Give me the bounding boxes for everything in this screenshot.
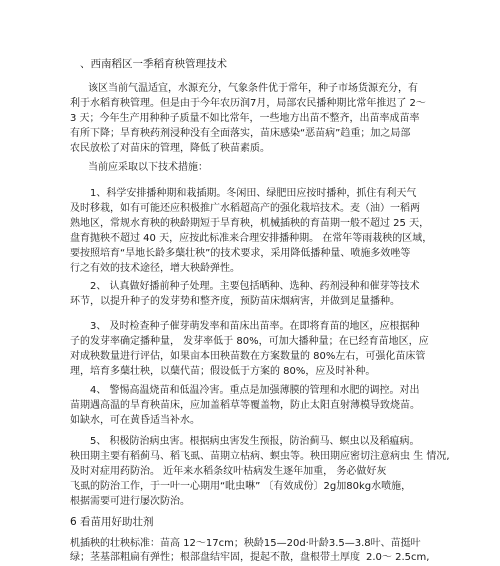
text-line: 机插秧的壮秧标准：苗高 12～17cm；秧龄15—20d·叶龄3.5—3.8叶、苗挺叶 [70, 538, 421, 549]
text-line: 当前应采取以下技术措施： [88, 162, 208, 173]
text-line: 根据需要可进行屡次防治。 [70, 496, 190, 507]
text-line: 3、 及时检查种子催芽萌发率和苗床出苗率。在即将育苗的地区，应根据种 [90, 321, 420, 332]
text-line: 熟地区，常规水育秧的秧龄期短于旱育秧，机械插秧的育苗期一般不超过 25 天， [70, 218, 430, 229]
text-line: 如缺水，可在黄昏适当补水。 [70, 415, 200, 426]
text-line: 子的发芽率确定播种量， 发芽率低于 80%，可加大播种量；在已经育苗地区，应 [70, 336, 429, 347]
measure-1 [70, 186, 432, 276]
section-6-heading: 6 看苗用好助壮剂 [70, 516, 154, 528]
document-title: 、西南稻区一季稻育秧管理技术 [80, 58, 227, 70]
text-line: 农民放松了对苗床的管理，降低了秧苗素质。 [70, 143, 270, 154]
text-line: 该区当前气温适宜，水源充分，气象条件优于常年，种子市场货源充分，有 [88, 83, 418, 94]
text-line: 有所下降；旱育秧药剂浸种没有全面落实，苗床感染“恶苗病”趋重；加之局部 [70, 128, 411, 139]
measure-3 [70, 319, 429, 379]
text-line: 1、科学安排播种期和栽插期。冬闲田、绿肥田应按时播种，抓住有利天气 [90, 188, 417, 199]
text-line: 苗期遇高温的旱育秧苗床，应加盖稻草等覆盖物，防止太阳直射薄模导致烧苗。 [70, 400, 420, 411]
text-line: 及时移栽，如有可能还应积极推广水稻超高产的强化栽培技术。麦（油）一稻两 [70, 203, 420, 214]
text-line: 飞虱的防治工作，于一叶一心期用“吡虫啉” 〔有效成份〕2g加80kg水喷施， [70, 481, 412, 492]
measure-2 [70, 279, 420, 309]
intro-paragraph [70, 81, 426, 156]
text-line: 绿；茎基部粗扁有弹性；根部盘结牢固，提起不散，盘根带土厚度 [70, 552, 360, 563]
text-line: 秧田期主要有稻蓟马、稻飞虱、苗期立枯病、螟虫等。秧田期应密切注意病虫 生 情况, [70, 451, 450, 462]
text-line: 盘育抛秧不超过 40 天，应按此标准来合理安排播种期。 在常年等雨栽秧的区域， [70, 233, 433, 244]
text-line: 要按照培育“旱地长龄多蘖壮秧”的技术要求，采用降低播种量、喷施多效唑等 [70, 248, 411, 259]
text-line: 2.0～ 2.5cm, [366, 552, 430, 563]
measures-intro [88, 160, 208, 175]
text-line: 5、 积极防治病虫害。根据病虫害发生预报，防治蓟马、螟虫以及稻瘟病。 [90, 436, 420, 447]
text-line: 行之有效的技术途径，增大秧龄弹性。 [70, 263, 240, 274]
text-line: 3 天；今年生产用种种子质量不如比常年，一些地方出苗不整齐，出苗率成苗率 [70, 113, 420, 124]
text-line: 理，培育多蘖壮秧，以蘖代苗；假设低于方案的 80%，应及时补种。 [70, 366, 376, 377]
text-line: 利于水稻育秧管理。但是由于今年农历润7月，局部农民播种期比常年推迟了 2～ [70, 98, 426, 109]
text-line: 及时对症用药防治。 近年来水稻条纹叶枯病发生逐年加重， 务必做好灰 [70, 466, 387, 477]
text-line: 4、 警惕高温烧苗和低温冷害。重点是加强薄膜的管理和水肥的调控。对出 [90, 385, 420, 396]
text-line: 环节，以提升种子的发芽势和整齐度，预防苗床烟病害，并做到足量播种。 [70, 296, 400, 307]
measure-5 [70, 434, 450, 509]
measure-4 [70, 383, 420, 428]
text-line: 对成秧数量进行评估，如果亩本田秧苗数在方案数量的 80%左右，可强化苗床管 [70, 351, 426, 362]
text-line: 2、 认真做好播前种子处理。主要包括晒种、选种、药剂浸种和催芽等技术 [90, 281, 420, 292]
